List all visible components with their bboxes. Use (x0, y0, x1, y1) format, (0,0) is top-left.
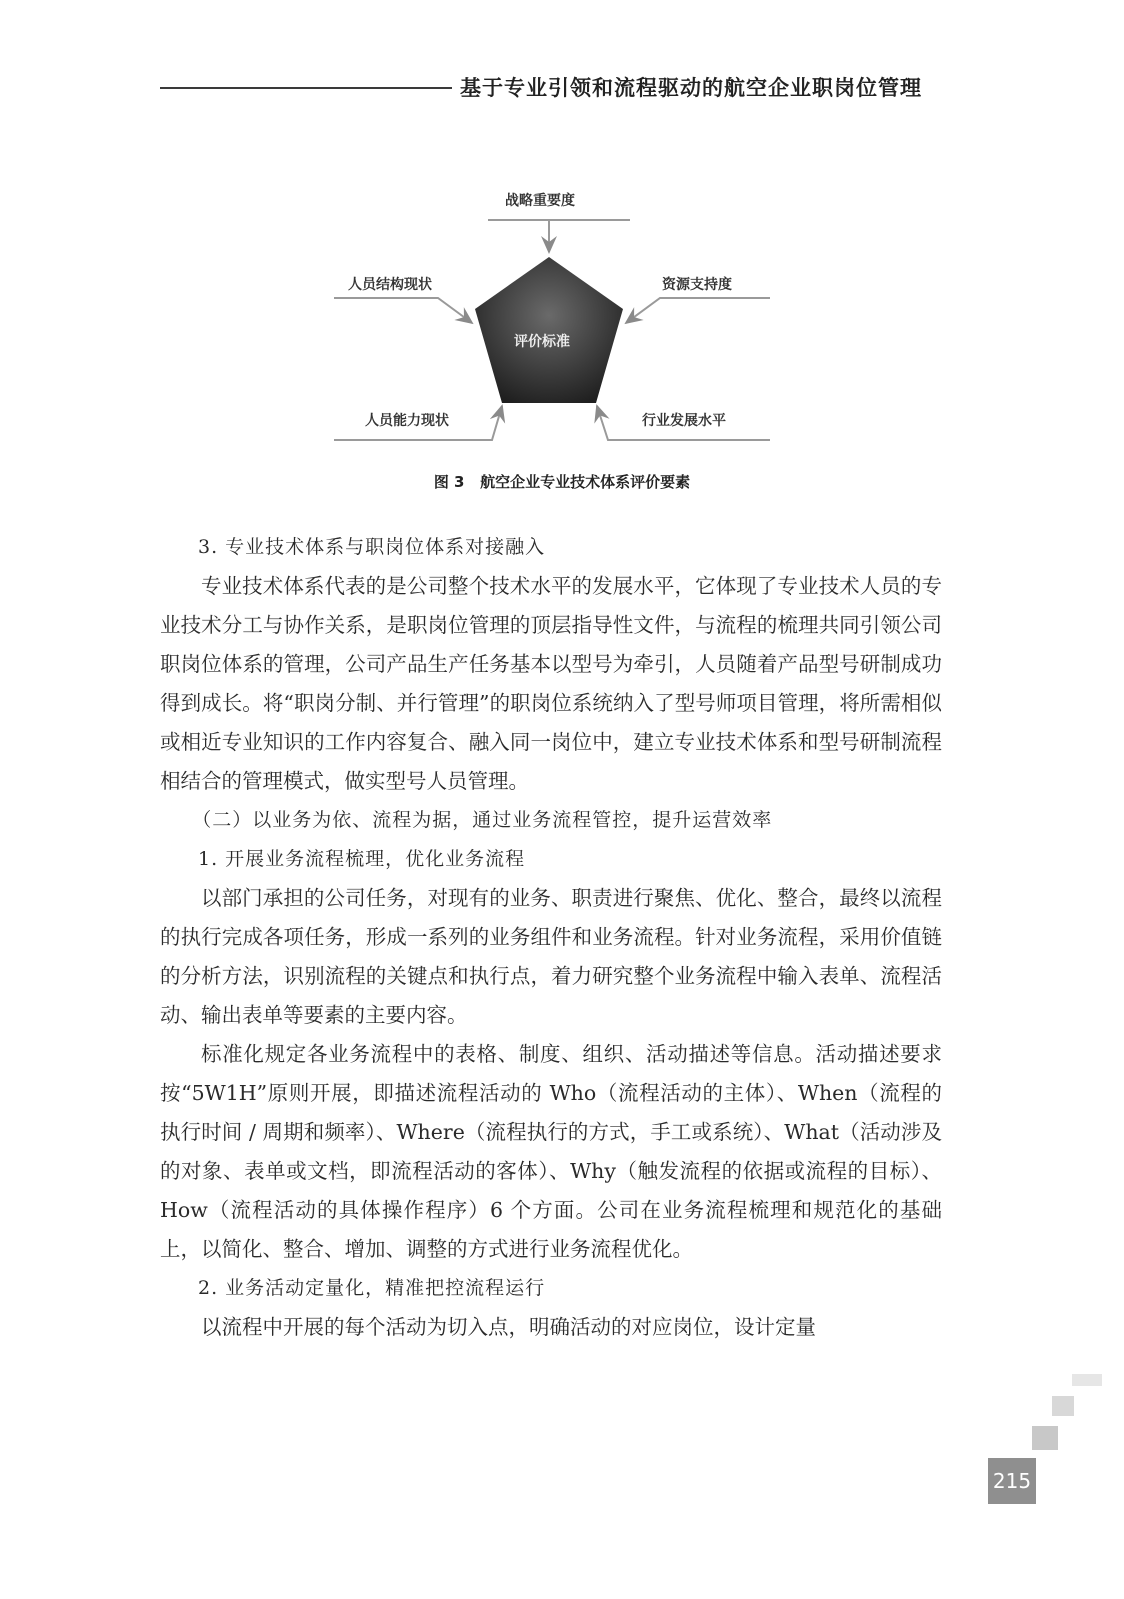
label-staff-capability: 人员能力现状 (365, 413, 449, 429)
decorative-square (1052, 1396, 1074, 1416)
evaluation-diagram (320, 180, 800, 460)
header-rule (160, 87, 452, 89)
arrow-right-upper (626, 298, 770, 323)
label-strategic-importance: 战略重要度 (505, 193, 575, 209)
subheading-3: 3. 专业技术体系与职岗位体系对接融入 (198, 536, 546, 558)
page-number: 215 (988, 1458, 1036, 1504)
body-text (160, 528, 942, 1347)
label-industry-level: 行业发展水平 (642, 413, 726, 429)
paragraph: 专业技术体系代表的是公司整个技术水平的发展水平，它体现了专业技术人员的专业技术分工与协作关系，是职岗位管理的顶层指导性文件，与流程的梳理共同引领公司职岗位体系的管理，公司产品生产任务基本以型号为牵引，人员随着产品型号研制成功得到成长。将“职岗分制、并行管理”的职岗位系统纳入了型号师项目管理，将所需相似或相近专业知识的工作内容复合、融入同一岗位中，建立专业技术体系和型号研制流程相结合的管理模式，做实型号人员管理。 (160, 574, 942, 793)
label-evaluation-standard: 评价标准 (514, 334, 570, 350)
arrow-left-upper (334, 298, 472, 323)
paragraph: 以流程中开展的每个活动为切入点，明确活动的对应岗位，设计定量 (201, 1315, 816, 1339)
subheading-2: 2. 业务活动定量化，精准把控流程运行 (198, 1277, 546, 1299)
decorative-square (1032, 1426, 1058, 1450)
paragraph: 标准化规定各业务流程中的表格、制度、组织、活动描述等信息。活动描述要求按“5W1H”原则开展，即描述流程活动的 Who（流程活动的主体）、When（流程的执行时间 / 周期和频率）、Where（流程执行的方式，手工或系统）、What（活动涉及的对象、表单或文档，即流程活动的客体）、Why（触发流程的依据或流程的目标）、How（流程活动的具体操作程序）6 个方面。公司在业务流程梳理和规范化的基础上，以简化、整合、增加、调整的方式进行业务流程优化。 (160, 1042, 942, 1261)
decorative-square (1072, 1374, 1102, 1386)
paragraph: 以部门承担的公司任务，对现有的业务、职责进行聚焦、优化、整合，最终以流程的执行完成各项任务，形成一系列的业务组件和业务流程。针对业务流程，采用价值链的分析方法，识别流程的关键点和执行点，着力研究整个业务流程中输入表单、流程活动、输出表单等要素的主要内容。 (160, 886, 942, 1027)
figure-caption: 图 3 航空企业专业技术体系评价要素 (433, 473, 691, 491)
label-staff-structure: 人员结构现状 (348, 277, 432, 293)
subheading-1: 1. 开展业务流程梳理，优化业务流程 (198, 848, 526, 870)
section-heading-2: （二）以业务为依、流程为据，通过业务流程管控，提升运营效率 (192, 809, 773, 831)
running-header-title: 基于专业引领和流程驱动的航空企业职岗位管理 (460, 75, 922, 100)
center-pentagon (475, 257, 623, 403)
label-resource-support: 资源支持度 (662, 277, 732, 293)
